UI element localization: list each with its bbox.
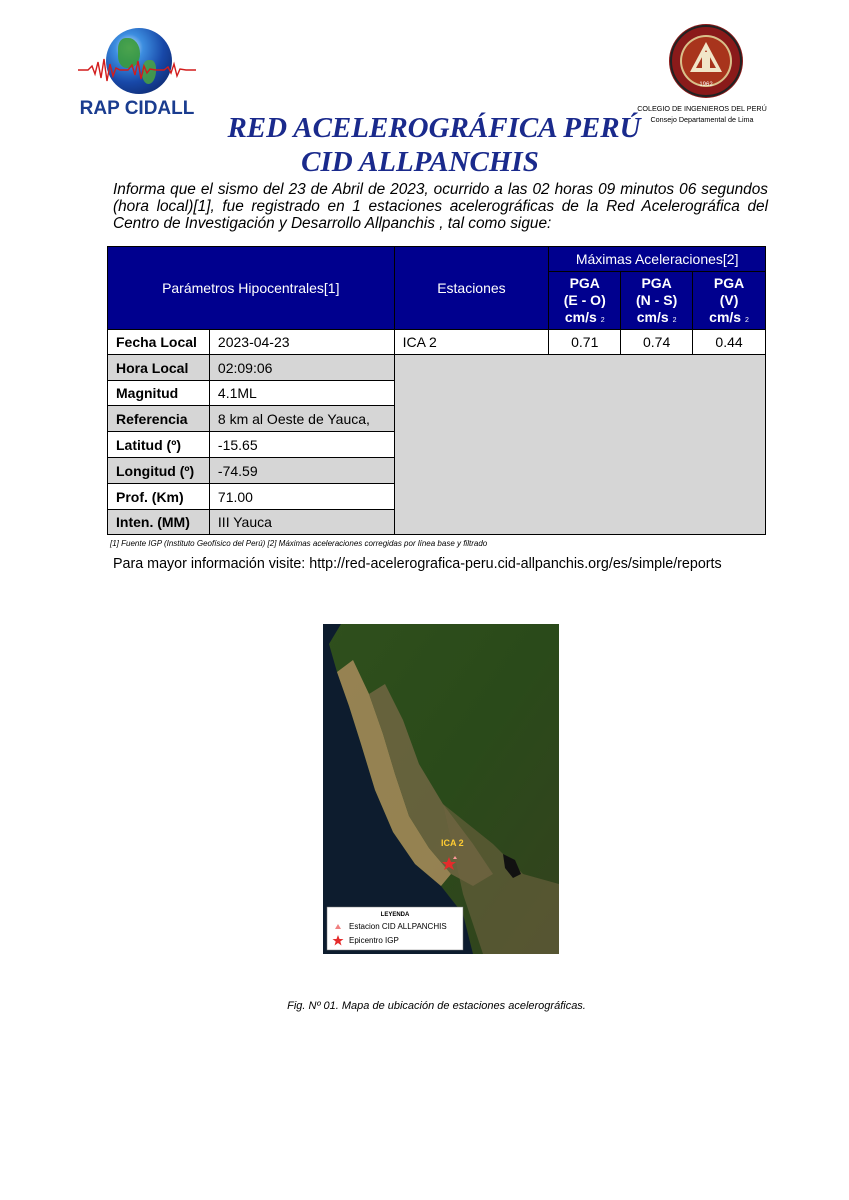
legend-epicenter-label: Epicentro IGP	[349, 936, 399, 945]
logo-brand-text: RAP CIDALL	[79, 98, 195, 119]
map-image	[323, 624, 559, 954]
param-label: Referencia	[108, 406, 210, 432]
cip-seal-icon	[668, 22, 744, 100]
page-title: RED ACELEROGRÁFICA PERÚ	[227, 112, 641, 144]
seismic-data-table	[107, 246, 766, 535]
param-value: -15.65	[209, 432, 394, 458]
header-pga-v: PGA (V) cm/s $^2$	[693, 272, 766, 330]
seismograph-wave-icon	[78, 56, 196, 84]
param-label: Latitud (º)	[108, 432, 210, 458]
legend-title: LEYENDA	[380, 912, 410, 918]
param-value: 8 km al Oeste de Yauca,	[209, 406, 394, 432]
param-label: Fecha Local	[108, 330, 210, 355]
cip-council: Consejo Departamental de Lima	[650, 115, 754, 124]
header-stations: Estaciones	[394, 247, 549, 330]
legend-station-label: Estacion CID ALLPANCHIS	[349, 922, 447, 931]
intro-paragraph: Informa que el sismo del 23 de Abril de 2023, ocurrido a las 02 horas 09 minutos 06 segundos (hora local)[1], fue registrado en 1 estaciones acelerográficas de la Red Acelerográfica del Centro de Investigación y Desarrollo Allpanchis , tal como sigue:	[113, 181, 768, 232]
param-value: III Yauca	[209, 510, 394, 535]
header-pga-eo: PGA (E - O) cm/s $^2$	[549, 272, 621, 330]
param-label: Prof. (Km)	[108, 484, 210, 510]
table-row	[108, 355, 766, 381]
pga-ns-value: 0.74	[621, 330, 693, 355]
param-value: -74.59	[209, 458, 394, 484]
param-label: Magnitud	[108, 381, 210, 406]
station-map	[323, 624, 559, 954]
page-subtitle: CID ALLPANCHIS	[301, 146, 539, 178]
pga-eo-value: 0.71	[549, 330, 621, 355]
empty-station-area	[394, 355, 765, 535]
pga-v-value: 0.44	[693, 330, 766, 355]
param-label: Hora Local	[108, 355, 210, 381]
station-name: ICA 2	[394, 330, 549, 355]
footnote: [1] Fuente IGP (Instituto Geofísico del Perú) [2] Máximas aceleraciones corregidas por línea base y filtrado	[110, 539, 488, 548]
header-params: Parámetros Hipocentrales[1]	[108, 247, 395, 330]
rap-cidall-logo	[78, 26, 196, 122]
seal-year: 1962	[699, 82, 713, 88]
more-info-text: Para mayor información visite: http://red-acelerografica-peru.cid-allpanchis.org/es/simple/reports	[113, 556, 722, 572]
map-station-label: ICA 2	[441, 838, 464, 848]
param-label: Inten. (MM)	[108, 510, 210, 535]
table-row	[108, 330, 766, 355]
cip-name: COLEGIO DE INGENIEROS DEL PERÚ	[637, 104, 767, 113]
header-max-accel: Máximas Aceleraciones[2]	[549, 247, 766, 272]
header-pga-ns: PGA (N - S) cm/s $^2$	[621, 272, 693, 330]
param-value: 4.1ML	[209, 381, 394, 406]
param-value: 71.00	[209, 484, 394, 510]
param-value: 02:09:06	[209, 355, 394, 381]
param-value: 2023-04-23	[209, 330, 394, 355]
figure-caption: Fig. Nº 01. Mapa de ubicación de estaciones acelerográficas.	[287, 1000, 586, 1012]
param-label: Longitud (º)	[108, 458, 210, 484]
